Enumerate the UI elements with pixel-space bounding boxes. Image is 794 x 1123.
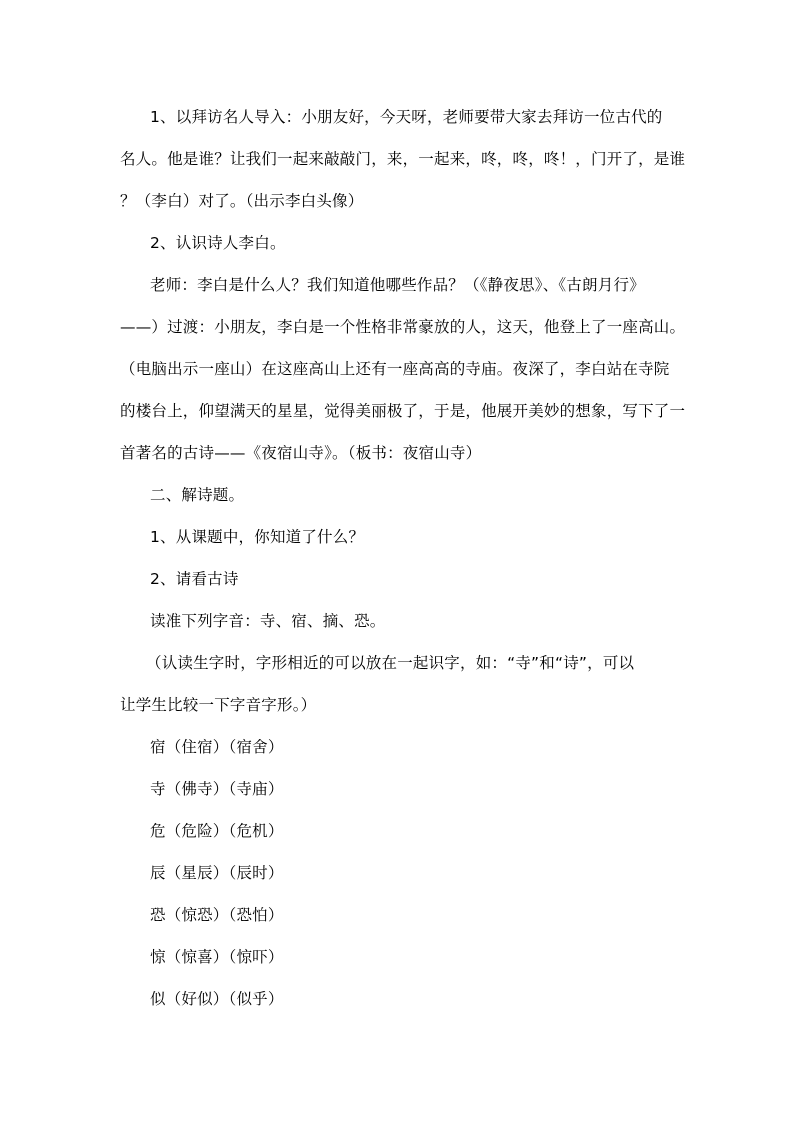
paragraph-line: ——）过渡：小朋友，李白是一个性格非常豪放的人，这天，他登上了一座高山。 <box>120 318 686 336</box>
paragraph-line: 首著名的古诗——《夜宿山寺》。（板书：夜宿山寺） <box>120 444 482 462</box>
list-item: 惊（惊喜）（惊吓） <box>150 948 284 966</box>
paragraph-line: 让学生比较一下字音字形。） <box>120 696 317 714</box>
list-item: 恐（惊恐）（恐怕） <box>150 906 284 924</box>
list-item: 宿（住宿）（宿舍） <box>150 738 284 756</box>
list-item: 辰（星辰）（辰时） <box>150 864 284 882</box>
paragraph-line: （电脑出示一座山）在这座高山上还有一座高高的寺庙。夜深了，李白站在寺院 <box>120 360 670 378</box>
paragraph-line: 读准下列字音：寺、宿、摘、恐。 <box>150 612 386 630</box>
list-item: 危（危险）（危机） <box>150 822 284 840</box>
paragraph-line: （认读生字时，字形相近的可以放在一起识字，如：“寺”和“诗”，可以 <box>146 654 635 672</box>
paragraph-line: 的楼台上，仰望满天的星星，觉得美丽极了，于是，他展开美妙的想象，写下了一 <box>120 402 686 420</box>
list-item: 似（好似）（似乎） <box>150 990 284 1008</box>
paragraph-line: 名人。他是谁？让我们一起来敲敲门，来，一起来，咚，咚，咚！，门开了，是谁 <box>120 150 686 168</box>
section-heading: 2、认识诗人李白。 <box>150 234 286 252</box>
paragraph-line: 1、从课题中，你知道了什么？ <box>150 528 365 546</box>
list-item: 寺（佛寺）（寺庙） <box>150 780 284 798</box>
paragraph-line: ？（李白）对了。（出示李白头像） <box>120 192 364 210</box>
paragraph-line: 老师：李白是什么人？我们知道他哪些作品？（《静夜思》、《古朗月行》 <box>150 276 645 294</box>
paragraph-line: 2、请看古诗 <box>150 570 239 588</box>
section-heading: 二、解诗题。 <box>150 486 245 504</box>
paragraph-line: 1、以拜访名人导入：小朋友好，今天呀，老师要带大家去拜访一位古代的 <box>150 108 663 126</box>
